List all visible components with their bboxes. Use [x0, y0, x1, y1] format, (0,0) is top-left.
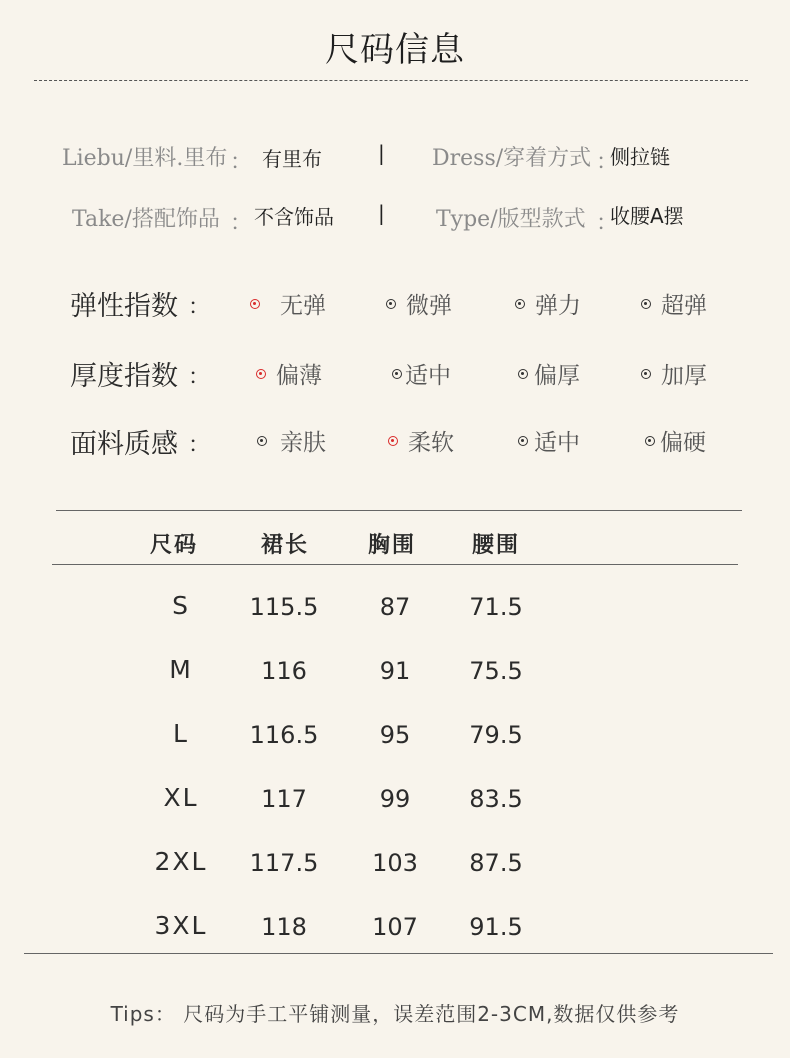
radio-dot-icon — [518, 436, 528, 446]
radio-dot-icon — [515, 299, 525, 309]
table-header-waist: 腰围 — [472, 532, 521, 558]
radio-selected-icon — [388, 436, 398, 446]
info-separator: | — [378, 201, 385, 225]
table-bottom-rule — [24, 953, 773, 954]
rating-option: 超弹 — [641, 287, 707, 320]
rating-option: 亲肤 — [257, 424, 326, 457]
radio-dot-icon — [645, 436, 655, 446]
rating-colon: ： — [188, 295, 211, 320]
info-value-take: 不含饰品 — [254, 205, 334, 229]
rating-option: 适中 — [518, 424, 580, 457]
table-cell-waist: 83.5 — [469, 785, 523, 813]
table-cell-waist: 75.5 — [469, 657, 523, 685]
table-cell-size: L — [173, 719, 189, 748]
table-header-length: 裙长 — [261, 532, 310, 558]
radio-selected-icon — [256, 369, 266, 379]
rating-colon: ： — [188, 433, 211, 458]
info-colon: ： — [596, 150, 619, 175]
radio-dot-icon — [641, 369, 651, 379]
table-cell-size: 2XL — [154, 847, 208, 876]
table-cell-length: 117 — [261, 785, 307, 813]
info-label-lining: Liebu/里料.里布 — [62, 146, 228, 171]
rating-option: 加厚 — [641, 357, 707, 390]
table-cell-bust: 91 — [379, 657, 411, 685]
table-cell-size: M — [169, 655, 193, 684]
radio-dot-icon — [641, 299, 651, 309]
table-cell-size: 3XL — [154, 911, 208, 940]
rating-option: 柔软 — [388, 424, 454, 457]
table-cell-bust: 87 — [379, 593, 411, 621]
info-colon: ： — [230, 211, 253, 236]
table-cell-waist: 79.5 — [469, 721, 523, 749]
info-label-take: Take/搭配饰品 — [72, 207, 220, 232]
rating-label-texture: 面料质感 — [70, 429, 178, 460]
table-cell-length: 117.5 — [249, 849, 319, 877]
info-separator: | — [378, 141, 385, 165]
rating-option: 弹力 — [515, 287, 581, 320]
table-cell-size: S — [172, 591, 190, 620]
rating-option: 无弹 — [250, 287, 326, 320]
radio-dot-icon — [518, 369, 528, 379]
table-cell-length: 118 — [261, 913, 307, 941]
page-title: 尺码信息 — [325, 30, 465, 70]
table-cell-length: 115.5 — [249, 593, 319, 621]
rating-label-elasticity: 弹性指数 — [70, 291, 178, 322]
table-header-rule — [52, 564, 738, 565]
info-value-dress: 侧拉链 — [610, 145, 670, 169]
info-value-lining: 有里布 — [262, 147, 322, 171]
table-header-bust: 胸围 — [368, 532, 417, 558]
dashed-divider — [34, 80, 748, 81]
table-cell-waist: 71.5 — [469, 593, 523, 621]
table-cell-waist: 87.5 — [469, 849, 523, 877]
info-value-type: 收腰A摆 — [610, 204, 684, 228]
rating-option: 适中 — [392, 357, 451, 390]
table-cell-size: XL — [163, 783, 199, 812]
rating-option: 偏厚 — [518, 357, 580, 390]
table-cell-bust: 99 — [379, 785, 411, 813]
rating-option: 偏硬 — [645, 424, 706, 457]
rating-colon: ： — [188, 365, 211, 390]
radio-dot-icon — [386, 299, 396, 309]
table-cell-bust: 95 — [379, 721, 411, 749]
table-top-rule — [56, 510, 742, 511]
radio-dot-icon — [257, 436, 267, 446]
table-cell-bust: 107 — [372, 913, 418, 941]
table-cell-bust: 103 — [372, 849, 418, 877]
info-colon: ： — [596, 211, 619, 236]
rating-option: 微弹 — [386, 287, 452, 320]
info-label-type: Type/版型款式 — [436, 207, 586, 232]
info-colon: ： — [230, 150, 253, 175]
table-cell-waist: 91.5 — [469, 913, 523, 941]
radio-dot-icon — [392, 369, 402, 379]
rating-option: 偏薄 — [256, 357, 322, 390]
tips-note: Tips： 尺码为手工平铺测量，误差范围2-3CM,数据仅供参考 — [110, 1002, 680, 1026]
rating-label-thickness: 厚度指数 — [70, 361, 178, 392]
radio-selected-icon — [250, 299, 260, 309]
info-label-dress: Dress/穿着方式 — [432, 146, 592, 171]
table-cell-length: 116.5 — [249, 721, 319, 749]
table-header-size: 尺码 — [150, 532, 199, 558]
table-cell-length: 116 — [261, 657, 307, 685]
